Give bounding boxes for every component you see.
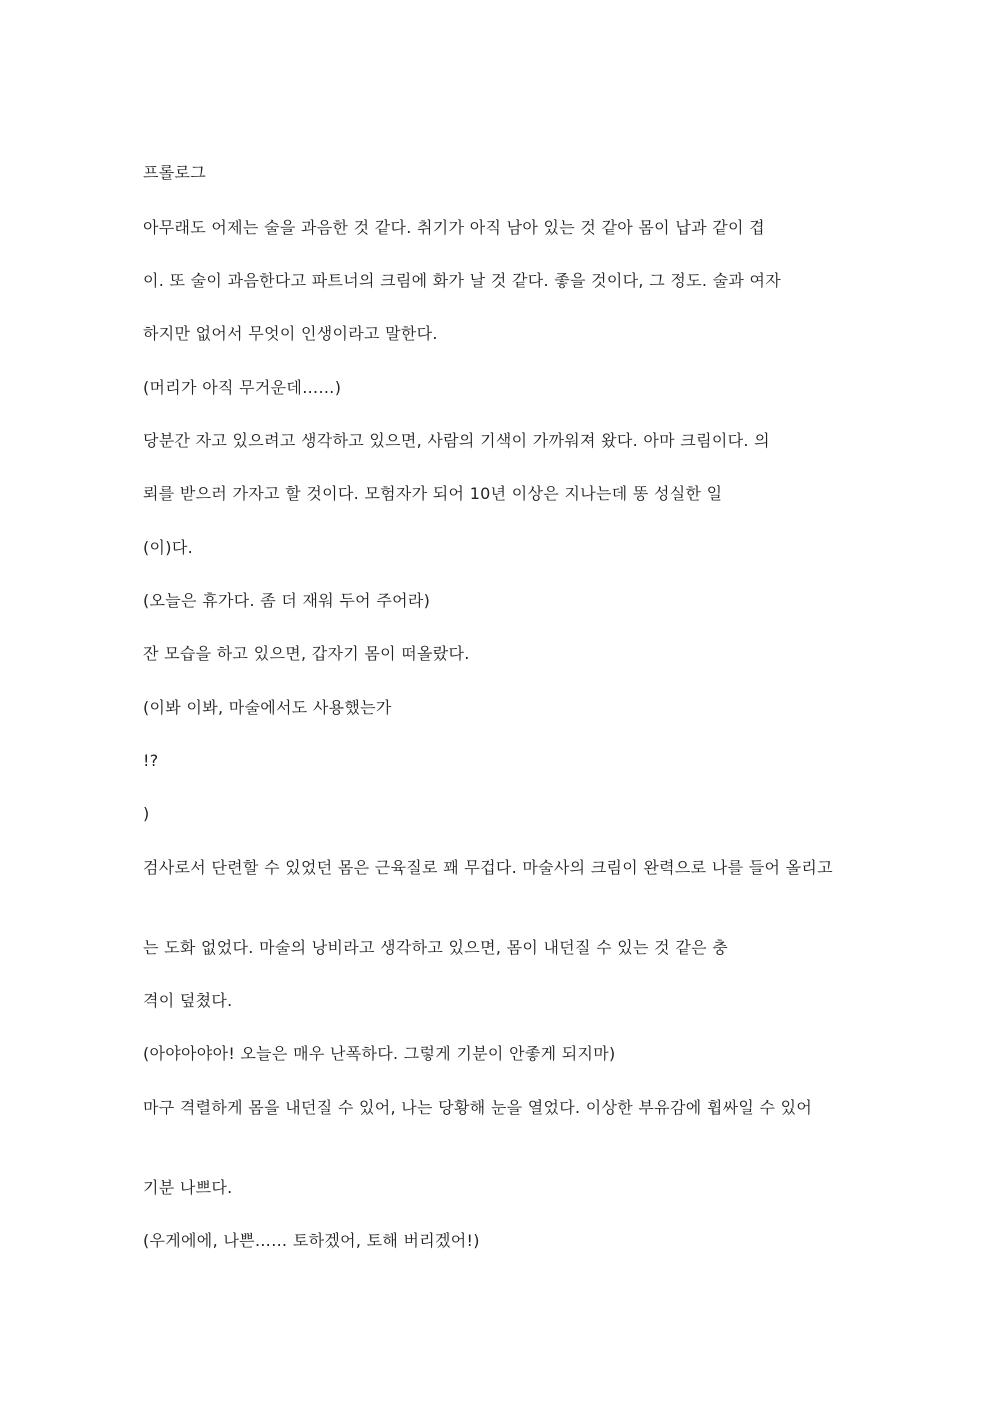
paragraph-line: 뢰를 받으러 가자고 할 것이다. 모험자가 되어 10년 이상은 지나는데 똥 성실한 일 <box>143 484 723 503</box>
paragraph-line: 잔 모습을 하고 있으면, 갑자기 몸이 떠올랐다. <box>143 644 470 663</box>
paragraph-line: (우게에에, 나쁜…… 토하겠어, 토해 버리겠어!) <box>143 1231 480 1250</box>
paragraph-line: (머리가 아직 무거운데……) <box>143 378 342 397</box>
paragraph-line: 당분간 자고 있으려고 생각하고 있으면, 사람의 기색이 가까워져 왔다. 아마 크림이다. 의 <box>143 431 770 450</box>
paragraph-line: (이봐 이봐, 마술에서도 사용했는가 <box>143 698 392 717</box>
paragraph-line: 는 도화 없었다. 마술의 낭비라고 생각하고 있으면, 몸이 내던질 수 있는 것 같은 충 <box>143 938 728 957</box>
paragraph-line: (이)다. <box>143 538 193 557</box>
paragraph-line: ) <box>143 804 150 823</box>
paragraph-line: !? <box>143 751 159 770</box>
paragraph-line: 기분 나쁘다. <box>143 1178 233 1197</box>
paragraph-line: (오늘은 휴가다. 좀 더 재워 두어 주어라) <box>143 591 431 610</box>
paragraph-line: (아야아야아! 오늘은 매우 난폭하다. 그렇게 기분이 안좋게 되지마) <box>143 1044 616 1063</box>
paragraph-line: 검사로서 단련할 수 있었던 몸은 근육질로 꽤 무겁다. 마술사의 크림이 완력으로 나를 들어 올리고 <box>143 858 833 877</box>
paragraph-line: 이. 또 술이 과음한다고 파트너의 크림에 화가 날 것 같다. 좋을 것이다, 그 정도. 술과 여자 <box>143 271 782 290</box>
paragraph-line: 마구 격렬하게 몸을 내던질 수 있어, 나는 당황해 눈을 열었다. 이상한 부유감에 휩싸일 수 있어 <box>143 1098 813 1117</box>
paragraph-line: 격이 덮쳤다. <box>143 991 233 1010</box>
paragraph-line: 하지만 없어서 무엇이 인생이라고 말한다. <box>143 324 438 343</box>
paragraph-line: 아무래도 어제는 술을 과음한 것 같다. 취기가 아직 남아 있는 것 같아 몸이 납과 같이 겹 <box>143 218 765 237</box>
document-title: 프롤로그 <box>143 163 207 182</box>
